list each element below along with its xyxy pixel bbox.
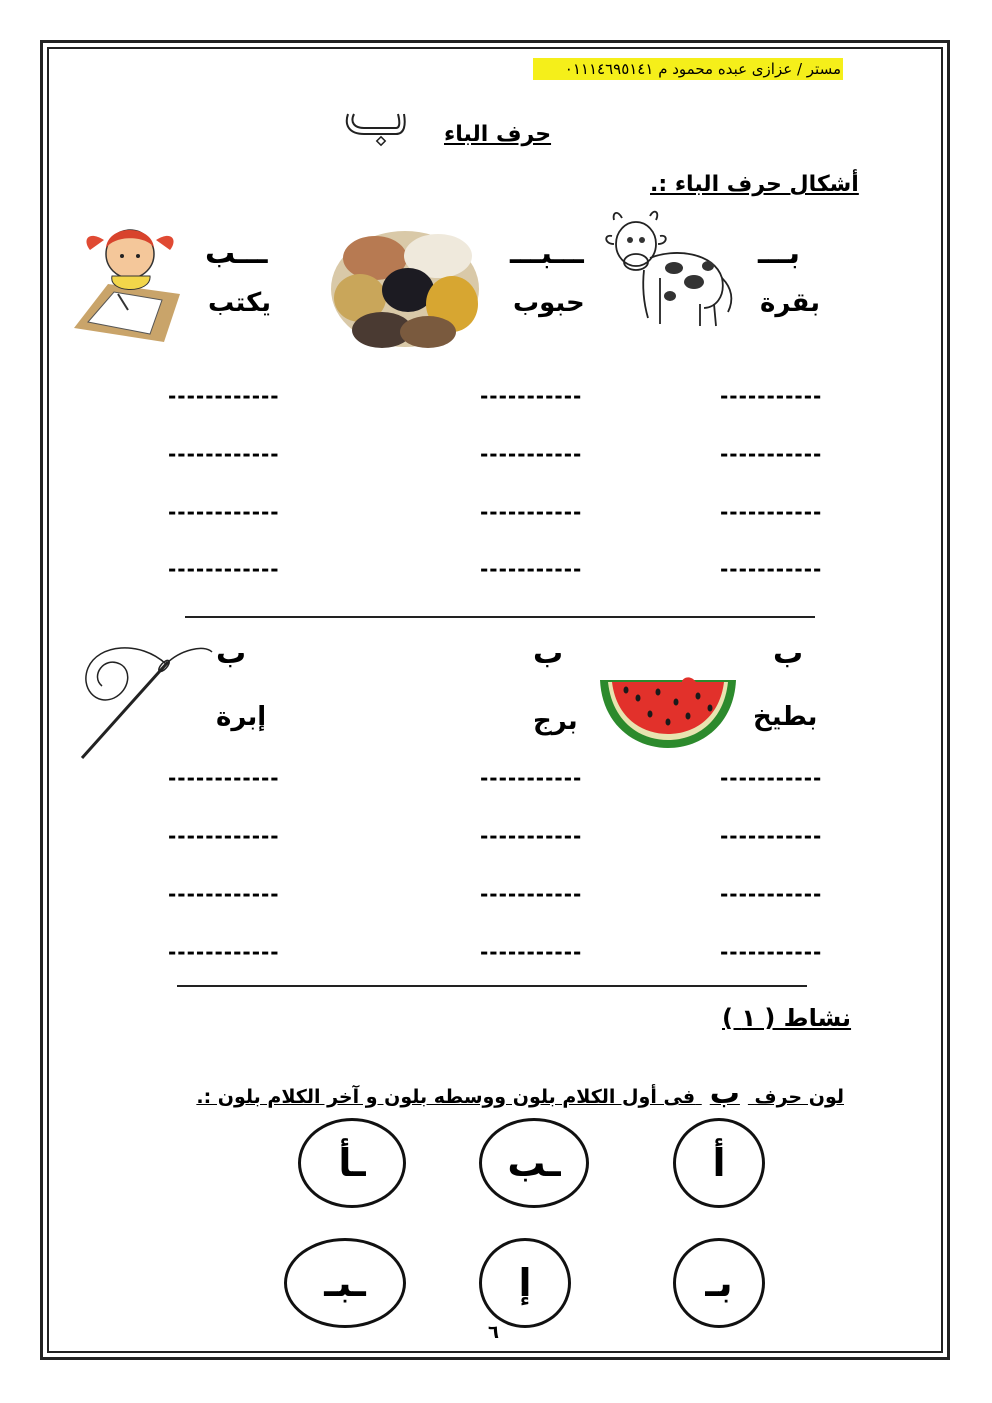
- writing-line: -----------: [720, 384, 823, 408]
- writing-line: -----------: [480, 766, 583, 790]
- forms-title: أشكال حرف الباء :.: [650, 172, 859, 197]
- word-cow: بقرة: [760, 288, 820, 318]
- word-grains: حبوب: [513, 288, 585, 318]
- writing-line: ------------: [168, 766, 280, 790]
- word-writes: يكتب: [208, 288, 272, 318]
- writing-line: ------------: [168, 500, 280, 524]
- writing-line: ------------: [168, 882, 280, 906]
- activity-title: نشاط ( ١ ): [722, 1004, 852, 1032]
- cow-icon: [604, 208, 744, 333]
- letter-circle[interactable]: [284, 1238, 406, 1328]
- letter-circle[interactable]: [479, 1118, 589, 1208]
- writing-line: -----------: [480, 940, 583, 964]
- circle-letter: ـأ: [338, 1141, 366, 1185]
- letter-circle[interactable]: [673, 1118, 765, 1208]
- letter-circle[interactable]: [673, 1238, 765, 1328]
- letter-ba: ب: [533, 636, 564, 671]
- letter-circle[interactable]: [479, 1238, 571, 1328]
- section-divider: [177, 985, 807, 987]
- page-number: ٦: [488, 1322, 499, 1343]
- writing-line: -----------: [480, 500, 583, 524]
- letter-form-initial: بـــ: [758, 236, 801, 271]
- author-note: مستر / عزازى عبده محمود م ٠١١١٤٦٩٥١٤١: [533, 58, 843, 80]
- word-tower: برج: [533, 706, 578, 736]
- writing-line: -----------: [720, 824, 823, 848]
- letter-ba: ب: [773, 636, 804, 671]
- writing-line: ------------: [168, 557, 280, 581]
- writing-line: -----------: [480, 442, 583, 466]
- writing-line: -----------: [720, 557, 823, 581]
- word-needle: إبرة: [216, 702, 267, 732]
- writing-line: -----------: [480, 384, 583, 408]
- instruction-letter: ب: [709, 1076, 740, 1111]
- instruction-end: فى أول الكلام بلون ووسطه بلون و آخر الكلام بلون :.: [196, 1086, 696, 1108]
- letter-form-final: ـــب: [205, 236, 268, 271]
- needle-icon: [80, 640, 214, 764]
- writing-line: -----------: [480, 882, 583, 906]
- writing-line: -----------: [720, 882, 823, 906]
- writing-line: -----------: [480, 824, 583, 848]
- writing-line: -----------: [720, 500, 823, 524]
- circle-letter: ـب: [507, 1141, 561, 1185]
- circle-letter: أ: [712, 1141, 726, 1185]
- circle-letter: بـ: [705, 1261, 733, 1305]
- letter-ba: ب: [216, 636, 247, 671]
- grains-icon: [330, 228, 480, 350]
- writing-line: -----------: [720, 766, 823, 790]
- writing-line: -----------: [720, 940, 823, 964]
- letter-circle[interactable]: [298, 1118, 406, 1208]
- letter-form-medial: ـــبـــ: [510, 236, 584, 271]
- activity-instruction: [196, 1076, 844, 1111]
- writing-line: -----------: [720, 442, 823, 466]
- writing-line: ------------: [168, 384, 280, 408]
- instruction-start: لون حرف: [754, 1086, 844, 1108]
- watermelon-icon: [598, 674, 738, 750]
- section-divider: [185, 616, 815, 618]
- lesson-title: حرف الباء: [444, 122, 552, 147]
- writing-line: ------------: [168, 940, 280, 964]
- writing-line: ------------: [168, 824, 280, 848]
- writing-line: -----------: [480, 557, 583, 581]
- circle-letter: ـبـ: [324, 1261, 366, 1305]
- outlined-letter-ba-icon: [340, 100, 412, 148]
- writing-line: ------------: [168, 442, 280, 466]
- word-watermelon: بطيخ: [753, 702, 818, 732]
- circle-letter: إ: [518, 1261, 532, 1305]
- girl-writing-icon: [68, 210, 188, 345]
